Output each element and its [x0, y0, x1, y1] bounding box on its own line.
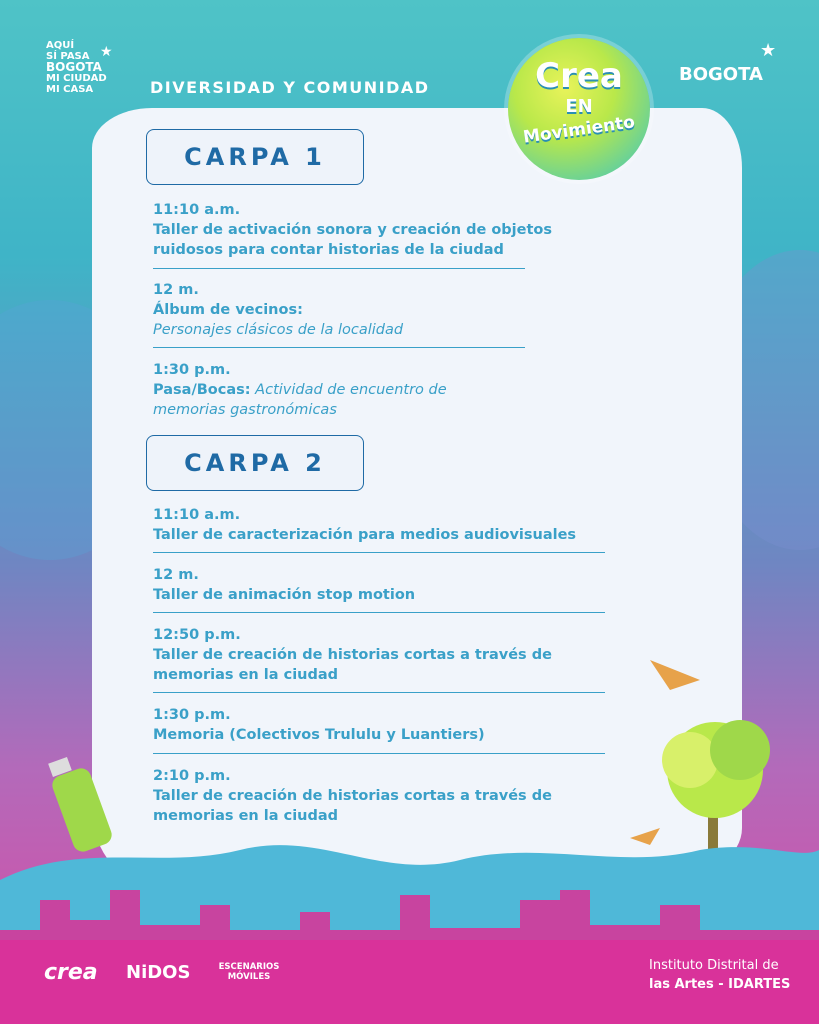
tree-icon — [662, 720, 770, 860]
idartes-credit: Instituto Distrital de las Artes - IDARTES — [649, 958, 791, 992]
escenarios-moviles-logo: ESCENARIOS MÓVILES — [218, 962, 280, 982]
aqui-si-pasa-logo: AQUÍ SÍ PASA BOGOTA MI CIUDAD MI CASA — [46, 40, 107, 95]
crea-en-movimiento-logo: Crea EN Movimiento — [508, 38, 650, 180]
event-item: 11:10 a.m. Taller de activación sonora y creación de objetos ruidosos para contar historias de la ciudad — [153, 202, 553, 258]
star-icon: ★ — [760, 40, 777, 61]
event-item: 1:30 p.m. Memoria (Colectivos Trululu y Luantiers) — [153, 707, 485, 743]
carpa-2-heading: CARPA 2 — [146, 435, 364, 491]
star-icon: ★ — [100, 44, 113, 60]
leaf-icon — [630, 828, 660, 845]
leaf-icon — [650, 660, 700, 690]
event-item: 12 m. Álbum de vecinos: Personajes clásicos de la localidad — [153, 282, 404, 338]
event-item: 12:50 p.m. Taller de creación de historias cortas a través de memorias en la ciudad — [153, 627, 552, 683]
bogota-logo: BOGOTA — [679, 64, 763, 85]
crea-logo: crea — [44, 960, 98, 985]
spray-can-icon — [48, 757, 114, 854]
carpa-1-heading: CARPA 1 — [146, 129, 364, 185]
event-item: 1:30 p.m. Pasa/Bocas: Actividad de encuentro de memorias gastronómicas — [153, 362, 447, 418]
event-item: 11:10 a.m. Taller de caracterización para medios audiovisuales — [153, 507, 577, 543]
event-item: 12 m. Taller de animación stop motion — [153, 567, 416, 603]
page-subtitle: DIVERSIDAD Y COMUNIDAD — [150, 78, 430, 97]
event-item: 2:10 p.m. Taller de creación de historias cortas a través de memorias en la ciudad — [153, 768, 552, 824]
nidos-logo: NiDOS — [126, 962, 191, 983]
